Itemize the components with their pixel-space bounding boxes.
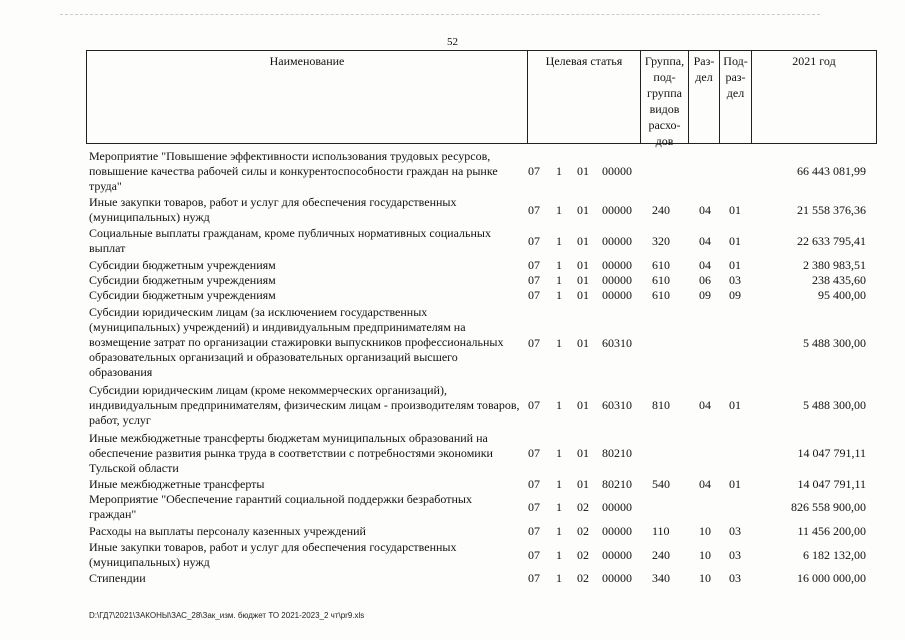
cell-subprogram: 1 (556, 446, 562, 460)
cell-subsection: 09 (729, 288, 741, 302)
header-name: Наименование (87, 51, 528, 143)
table-row (0, 571, 905, 586)
cell-group: 810 (652, 398, 670, 412)
table-row (0, 492, 905, 523)
cell-event: 01 (577, 164, 589, 178)
cell-subprogram: 1 (556, 548, 562, 562)
cell-subprogram: 1 (556, 203, 562, 217)
cell-event: 01 (577, 234, 589, 248)
cell-direction: 00000 (602, 234, 632, 248)
cell-direction: 00000 (602, 203, 632, 217)
table-row (0, 258, 905, 273)
cell-section: 04 (699, 258, 711, 272)
cell-subprogram: 1 (556, 398, 562, 412)
cell-section: 09 (699, 288, 711, 302)
cell-amount: 14 047 791,11 (797, 446, 866, 460)
cell-amount: 2 380 983,51 (803, 258, 866, 272)
header-target: Целевая статья (528, 51, 641, 143)
cell-direction: 00000 (602, 524, 632, 538)
header-section: Раз- дел (689, 51, 720, 143)
header-group: Группа, под- группа видов расхо- дов (641, 51, 689, 143)
cell-program: 07 (528, 288, 540, 302)
cell-amount: 95 400,00 (818, 288, 866, 302)
cell-group: 610 (652, 258, 670, 272)
cell-section: 10 (699, 548, 711, 562)
row-name: Субсидии бюджетным учреждениям (89, 288, 276, 302)
cell-program: 07 (528, 524, 540, 538)
cell-subsection: 03 (729, 524, 741, 538)
cell-group: 320 (652, 234, 670, 248)
cell-section: 10 (699, 571, 711, 585)
cell-group: 540 (652, 477, 670, 491)
table-row (0, 431, 905, 477)
table-row (0, 305, 905, 382)
table-row (0, 273, 905, 288)
row-name: Мероприятие "Повышение эффективности использования трудовых ресурсов, повышение качества рабочей силы и конкурентоспособности граждан на рынке труда" (89, 149, 498, 193)
cell-amount: 14 047 791,11 (797, 477, 866, 491)
cell-group: 610 (652, 288, 670, 302)
cell-program: 07 (528, 477, 540, 491)
cell-group: 340 (652, 571, 670, 585)
cell-event: 02 (577, 500, 589, 514)
cell-program: 07 (528, 398, 540, 412)
cell-amount: 11 456 200,00 (797, 524, 866, 538)
cell-event: 02 (577, 524, 589, 538)
cell-subsection: 01 (729, 477, 741, 491)
cell-direction: 60310 (602, 398, 632, 412)
cell-amount: 21 558 376,36 (797, 203, 866, 217)
cell-subsection: 01 (729, 258, 741, 272)
cell-program: 07 (528, 164, 540, 178)
table-row (0, 288, 905, 303)
cell-section: 04 (699, 203, 711, 217)
cell-direction: 00000 (602, 273, 632, 287)
cell-subprogram: 1 (556, 524, 562, 538)
table-row (0, 226, 905, 257)
cell-amount: 238 435,60 (812, 273, 866, 287)
page-number: 52 (447, 36, 458, 48)
cell-direction: 00000 (602, 500, 632, 514)
cell-subprogram: 1 (556, 571, 562, 585)
header-subsection: Под- раз- дел (720, 51, 752, 143)
row-name: Иные закупки товаров, работ и услуг для обеспечения государственных (муниципальных) нужд (89, 540, 457, 569)
cell-section: 10 (699, 524, 711, 538)
cell-event: 01 (577, 288, 589, 302)
cell-direction: 00000 (602, 571, 632, 585)
cell-program: 07 (528, 571, 540, 585)
table-row (0, 149, 905, 195)
row-name: Стипендии (89, 571, 146, 585)
file-path-footer: D:\ГД7\2021\ЗАКОНЫ\ЗАС_28\Зак_изм. бюджет ТО 2021-2023_2 чт\pr9.xls (89, 611, 365, 620)
cell-direction: 60310 (602, 336, 632, 350)
cell-program: 07 (528, 273, 540, 287)
row-name: Субсидии бюджетным учреждениям (89, 273, 276, 287)
cell-direction: 80210 (602, 477, 632, 491)
cell-subprogram: 1 (556, 336, 562, 350)
cell-section: 06 (699, 273, 711, 287)
cell-subsection: 03 (729, 273, 741, 287)
table-row (0, 195, 905, 226)
cell-group: 110 (652, 524, 670, 538)
cell-amount: 66 443 081,99 (797, 164, 866, 178)
row-name: Расходы на выплаты персоналу казенных учреждений (89, 524, 366, 538)
cell-program: 07 (528, 234, 540, 248)
table-row (0, 477, 905, 492)
cell-subprogram: 1 (556, 500, 562, 514)
cell-direction: 80210 (602, 446, 632, 460)
cell-group: 240 (652, 548, 670, 562)
cell-direction: 00000 (602, 288, 632, 302)
cell-event: 02 (577, 571, 589, 585)
cell-program: 07 (528, 336, 540, 350)
cell-program: 07 (528, 500, 540, 514)
cell-direction: 00000 (602, 258, 632, 272)
cell-section: 04 (699, 234, 711, 248)
cell-direction: 00000 (602, 548, 632, 562)
cell-subprogram: 1 (556, 273, 562, 287)
cell-program: 07 (528, 203, 540, 217)
cell-section: 04 (699, 398, 711, 412)
cell-program: 07 (528, 258, 540, 272)
table-row (0, 540, 905, 571)
row-name: Социальные выплаты гражданам, кроме публичных нормативных социальных выплат (89, 226, 491, 255)
cell-event: 01 (577, 477, 589, 491)
table-row (0, 383, 905, 429)
cell-subsection: 03 (729, 571, 741, 585)
cell-subprogram: 1 (556, 477, 562, 491)
cell-subsection: 01 (729, 398, 741, 412)
cell-event: 01 (577, 336, 589, 350)
row-name: Мероприятие "Обеспечение гарантий социальной поддержки безработных граждан" (89, 492, 472, 521)
row-name: Субсидии юридическим лицам (за исключением государственных (муниципальных) учреждений) и индивидуальным предпринимателям на возмещение затрат по организации стажировки выпускников профессиональных образовательных организаций и образовательных организаций высшего образования (89, 305, 504, 379)
cell-subprogram: 1 (556, 234, 562, 248)
cell-program: 07 (528, 446, 540, 460)
cell-subprogram: 1 (556, 288, 562, 302)
cell-amount: 16 000 000,00 (797, 571, 866, 585)
scan-artifact-line (60, 14, 820, 16)
cell-group: 240 (652, 203, 670, 217)
table-header (86, 50, 877, 148)
header-year: 2021 год (792, 54, 836, 68)
row-name: Иные межбюджетные трансферты бюджетам муниципальных образований на обеспечение развития рынка труда в соответствии с потребностями экономики Тульской области (89, 431, 493, 475)
cell-amount: 5 488 300,00 (803, 398, 866, 412)
cell-section: 04 (699, 477, 711, 491)
cell-amount: 6 182 132,00 (803, 548, 866, 562)
cell-direction: 00000 (602, 164, 632, 178)
cell-subsection: 01 (729, 234, 741, 248)
row-name: Иные межбюджетные трансферты (89, 477, 265, 491)
cell-amount: 826 558 900,00 (791, 500, 866, 514)
cell-amount: 5 488 300,00 (803, 336, 866, 350)
cell-event: 02 (577, 548, 589, 562)
row-name: Иные закупки товаров, работ и услуг для обеспечения государственных (муниципальных) нужд (89, 195, 457, 224)
cell-subprogram: 1 (556, 258, 562, 272)
cell-subsection: 03 (729, 548, 741, 562)
table-row (0, 524, 905, 539)
cell-event: 01 (577, 258, 589, 272)
cell-event: 01 (577, 203, 589, 217)
cell-event: 01 (577, 446, 589, 460)
cell-event: 01 (577, 398, 589, 412)
cell-event: 01 (577, 273, 589, 287)
cell-amount: 22 633 795,41 (797, 234, 866, 248)
cell-subprogram: 1 (556, 164, 562, 178)
cell-group: 610 (652, 273, 670, 287)
row-name: Субсидии юридическим лицам (кроме некоммерческих организаций), индивидуальным предпринимателям, физическим лицам - производителям товаров, работ, услуг (89, 383, 520, 427)
row-name: Субсидии бюджетным учреждениям (89, 258, 276, 272)
cell-subsection: 01 (729, 203, 741, 217)
cell-program: 07 (528, 548, 540, 562)
